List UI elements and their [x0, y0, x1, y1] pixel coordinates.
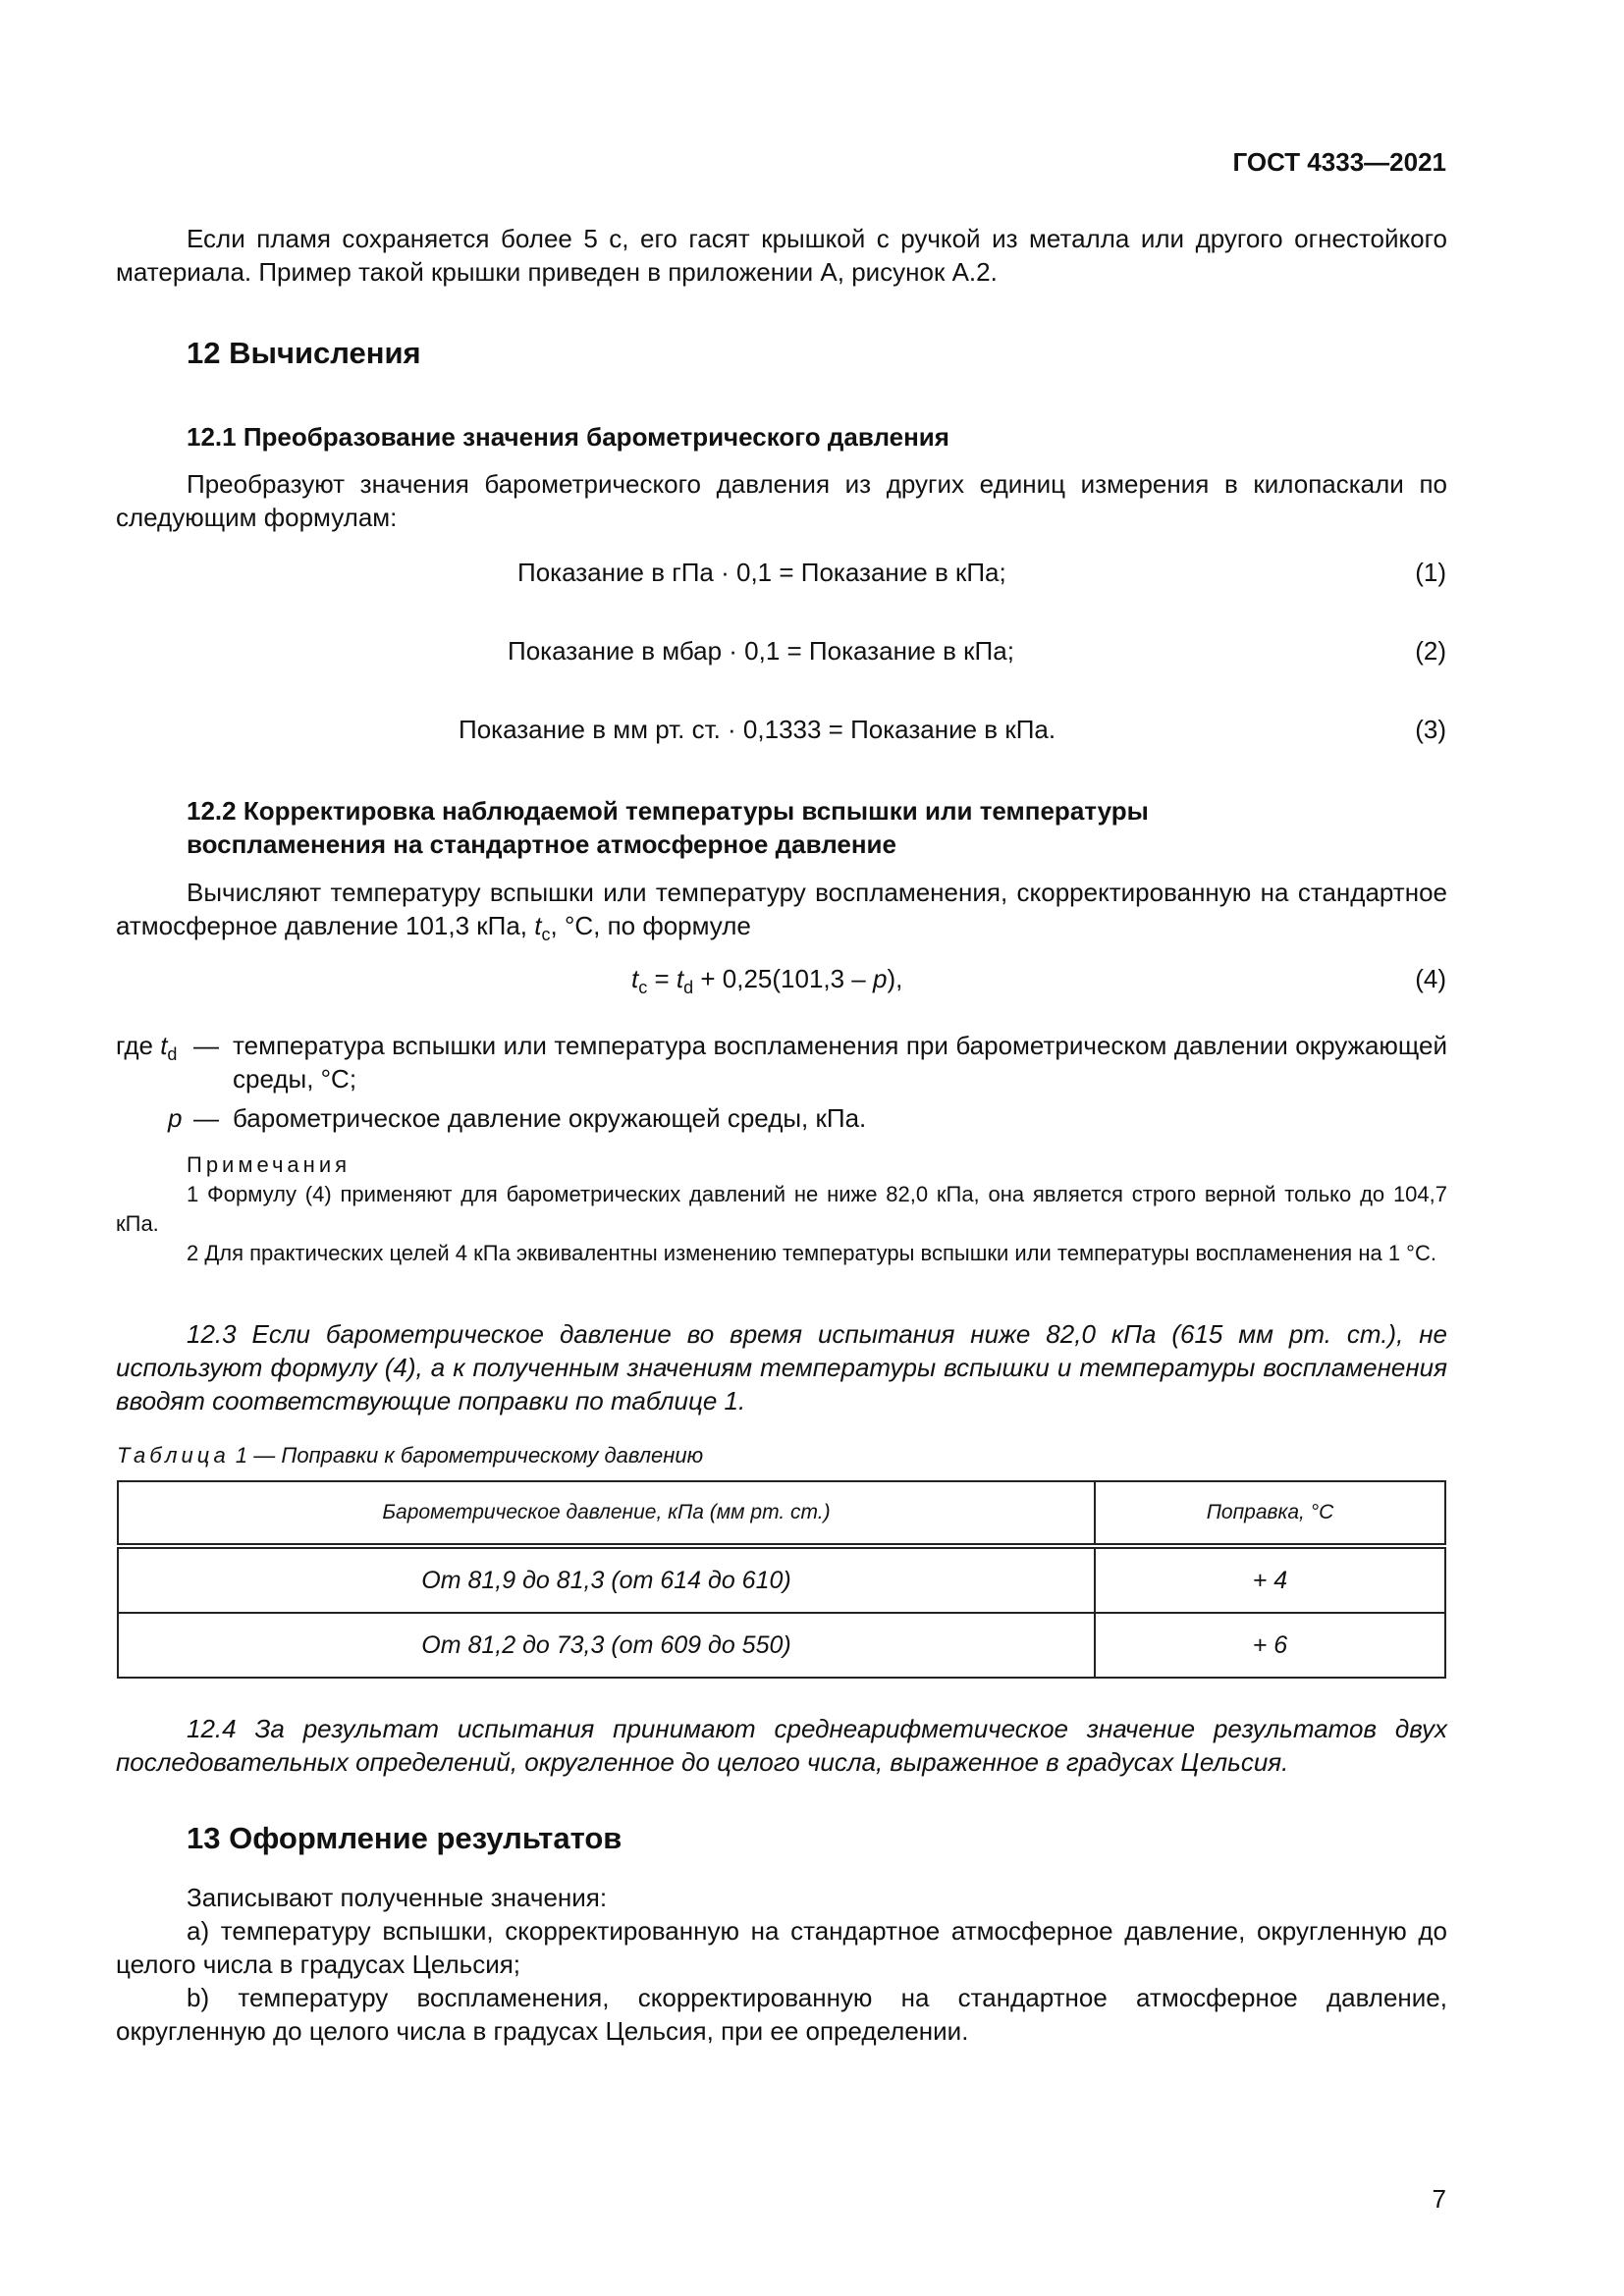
- table-cell: + 6: [1095, 1613, 1445, 1678]
- table-header-pressure: Барометрическое давление, кПа (мм рт. ст.): [118, 1481, 1095, 1546]
- section-13-intro: Записывают полученные значения:: [187, 1883, 608, 1912]
- formula-4-lhs-var: t: [631, 964, 639, 993]
- formula-4-p: p: [873, 964, 888, 993]
- legend-dash-1: —: [193, 1031, 219, 1060]
- formula-2: Показание в мбар · 0,1 = Показание в кПа;: [508, 636, 1014, 666]
- section-13-item-a: а) температуру вспышки, скорректированную на стандартное атмосферное давление, округленную до целого числа в градусах Цельсия;: [116, 1916, 1447, 1979]
- formula-2-number: (2): [1415, 636, 1446, 666]
- table-cell: + 4: [1095, 1546, 1445, 1613]
- section-12-1-title: 12.1 Преобразование значения барометрического давления: [187, 422, 949, 452]
- table-1-caption: [117, 1443, 703, 1468]
- legend-label-td: [116, 1029, 177, 1071]
- sub-c: c: [541, 925, 551, 944]
- section-12-2-text-tail: , °С, по формуле: [550, 911, 751, 940]
- formula-4-number: (4): [1415, 964, 1446, 993]
- section-13-item-b: b) температуру воспламенения, скорректированную на стандартное атмосферное давление, округленную до целого числа в градусах Цельсия, при ее определении.: [116, 1983, 1447, 2046]
- legend-td-description: температура вспышки или температура воспламенения при барометрическом давлении окружающей среды, °С;: [233, 1031, 1447, 1094]
- page-number: 7: [1432, 2184, 1446, 2214]
- legend-where-word: где: [116, 1031, 153, 1060]
- section-13-title: 13 Оформление результатов: [187, 1821, 623, 1855]
- document-header: ГОСТ 4333—2021: [1232, 147, 1446, 177]
- formula-4-eq: =: [647, 964, 677, 993]
- formula-4-rhs-var: t: [676, 964, 684, 993]
- notes-title: Примечания: [187, 1152, 352, 1177]
- formula-3: Показание в мм рт. ст. · 0,1333 = Показание в кПа.: [459, 715, 1056, 744]
- legend-p-description: барометрическое давление окружающей среды, кПа.: [233, 1103, 867, 1133]
- table-row: [118, 1613, 1445, 1678]
- intro-paragraph: Если пламя сохраняется более 5 с, его гасят крышкой с ручкой из металла или другого огнестойкого материала. Пример такой крышки приведен в приложении А, рисунок А.2.: [116, 224, 1447, 287]
- section-12-2-text: [116, 876, 1447, 951]
- section-12-1-text: Преобразуют значения барометрического давления из других единиц измерения в килопаскали по следующим формулам:: [116, 469, 1447, 532]
- formula-4-rhs-sub: d: [683, 978, 694, 997]
- formula-3-number: (3): [1415, 715, 1446, 744]
- section-12-4-text: 12.4 За результат испытания принимают среднеарифметическое значение результатов двух последовательных определений, округленное до целого числа, выраженное в градусах Цельсия.: [116, 1714, 1447, 1777]
- section-12-3-text: 12.3 Если барометрическое давление во время испытания ниже 82,0 кПа (615 мм рт. ст.), не используют формулу (4), а к полученным значениям температуры вспышки и температуры воспламенения вводят соответствующие поправки по таблице 1.: [116, 1319, 1447, 1415]
- table-1: [117, 1480, 1446, 1679]
- note-2: 2 Для практических целей 4 кПа эквивалентны изменению температуры вспышки или температуры воспламенения на 1 °С.: [187, 1241, 1436, 1265]
- table-header-row: [118, 1481, 1445, 1546]
- table-1-caption-label: Таблица: [117, 1443, 230, 1468]
- section-12-2-title-line1: 12.2 Корректировка наблюдаемой температуры вспышки или температуры: [187, 796, 1149, 826]
- section-12-title: 12 Вычисления: [187, 336, 421, 370]
- table-header-correction: Поправка, °С: [1095, 1481, 1445, 1546]
- table-cell: От 81,2 до 73,3 (от 609 до 550): [118, 1613, 1095, 1678]
- legend-p-var: p: [168, 1103, 183, 1133]
- formula-1: Показание в гПа · 0,1 = Показание в кПа;: [517, 558, 1006, 587]
- section-12-2-title: [187, 794, 1149, 861]
- section-12-2-title-line2: воспламенения на стандартное атмосферное давление: [187, 829, 896, 859]
- legend-td-var: t: [160, 1031, 168, 1060]
- table-cell: От 81,9 до 81,3 (от 614 до 610): [118, 1546, 1095, 1613]
- formula-4-lhs-sub: c: [638, 978, 648, 997]
- formula-1-number: (1): [1415, 558, 1446, 587]
- table-row: [118, 1546, 1445, 1613]
- note-1: 1 Формулу (4) применяют для барометрических давлений не ниже 82,0 кПа, она является строго верной только до 104,7 кПа.: [116, 1182, 1447, 1236]
- table-1-caption-text: 1 — Поправки к барометрическому давлению: [235, 1443, 704, 1468]
- var-t: t: [534, 911, 542, 940]
- legend-dash-2: —: [193, 1103, 219, 1133]
- legend-td-sub: d: [167, 1044, 178, 1064]
- section-12-2-text-body: Вычисляют температуру вспышки или температуру воспламенения, скорректированную на стандартное атмосферное давление 101,3 кПа,: [116, 878, 1447, 940]
- formula-4: [631, 964, 902, 998]
- formula-4-rest: + 0,25(101,3 –: [693, 964, 873, 993]
- formula-4-end: ),: [887, 964, 903, 993]
